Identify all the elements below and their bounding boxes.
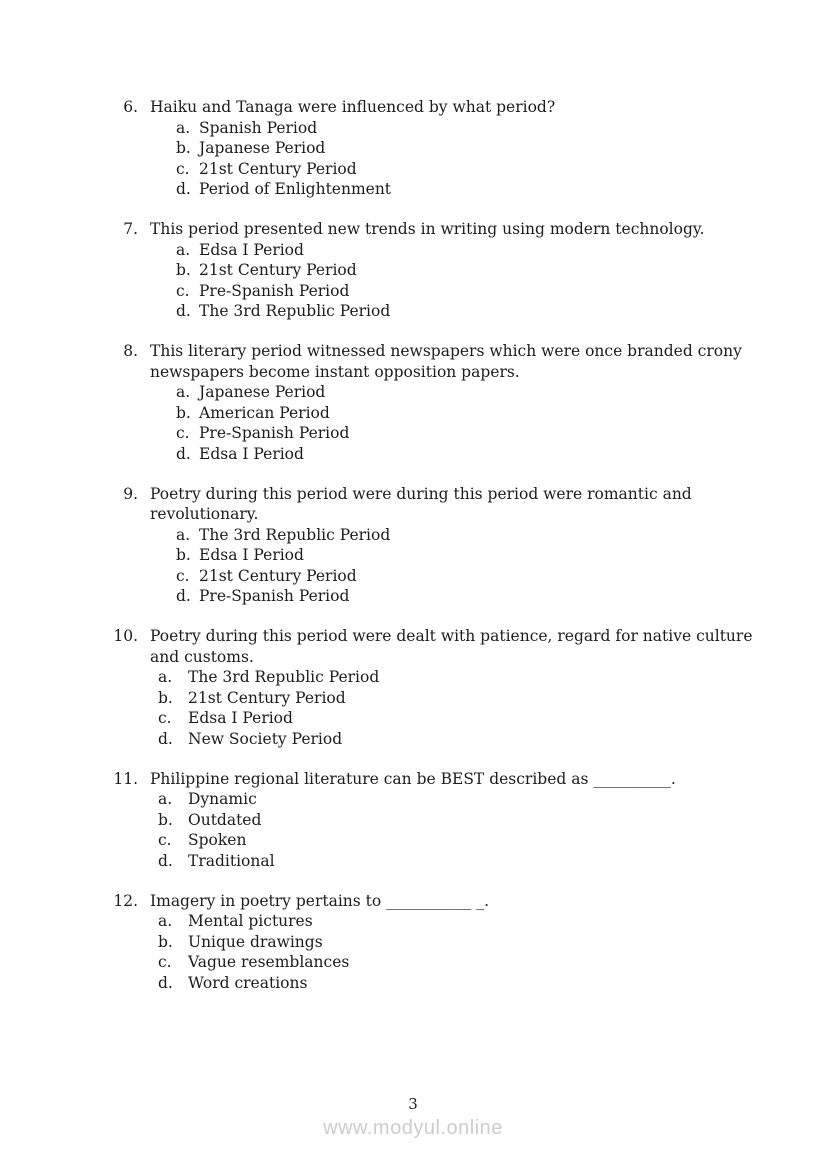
option-text: Edsa I Period [199,444,304,463]
option-letter: d. [158,973,173,992]
option-a [158,789,826,810]
option-text: Pre-Spanish Period [199,281,350,300]
option-letter: d. [176,444,191,463]
option-letter: d. [158,730,173,749]
question-body [150,626,826,750]
question-text-line2: revolutionary. [150,505,259,524]
page-number: 3 [408,1095,418,1113]
options-list [150,382,826,464]
question-text: Poetry during this period were during this period were romantic and [150,484,692,503]
option-b [158,810,826,831]
option-letter: a. [176,240,191,259]
option-letter: a. [158,790,173,809]
option-text: Word creations [188,973,308,992]
option-text: Mental pictures [188,912,313,931]
option-b [176,545,826,566]
option-text: Japanese Period [199,383,326,402]
option-d [158,729,826,750]
option-letter: b. [176,546,191,565]
option-text: Unique drawings [188,932,323,951]
question-12 [0,891,826,994]
question-body [150,219,826,322]
option-text: Period of Enlightenment [199,180,392,199]
option-letter: a. [158,668,173,687]
option-b [158,932,826,953]
question-6 [0,97,826,200]
question-body [150,891,826,994]
option-c [176,566,826,587]
option-text: The 3rd Republic Period [188,668,380,687]
option-text: Pre-Spanish Period [199,587,350,606]
question-number: 6. [123,98,138,116]
question-body [150,97,826,200]
option-letter: d. [176,180,191,199]
option-letter: c. [158,953,172,972]
option-letter: c. [158,709,172,728]
options-list [150,240,826,322]
option-a [176,240,826,261]
option-c [158,830,826,851]
question-9 [0,484,826,608]
option-text: New Society Period [188,730,343,749]
option-text: Pre-Spanish Period [199,424,350,443]
question-text: This period presented new trends in writing using modern technology. [150,219,705,238]
question-text-line2: newspapers become instant opposition papers. [150,362,520,381]
question-body [150,484,826,608]
question-body [150,341,826,465]
option-b [176,138,826,159]
option-letter: c. [158,831,172,850]
option-b [158,688,826,709]
option-a [158,667,826,688]
option-text: Spanish Period [199,118,318,137]
question-11 [0,769,826,872]
option-text: Edsa I Period [199,240,304,259]
option-d [176,301,826,322]
option-text: American Period [199,403,330,422]
option-letter: c. [176,566,190,585]
option-text: Edsa I Period [199,546,304,565]
option-letter: c. [176,159,190,178]
option-letter: a. [176,525,191,544]
watermark-url: www.modyul.online [323,1117,503,1139]
options-list [150,911,826,993]
option-text: Outdated [188,810,262,829]
option-c [176,423,826,444]
option-c [176,281,826,302]
option-letter: b. [176,403,191,422]
question-number: 10. [113,627,138,646]
option-d [176,179,826,200]
option-letter: b. [158,810,173,829]
question-text: This literary period witnessed newspapers which were once branded crony [150,341,742,360]
option-letter: b. [176,261,191,280]
option-letter: d. [176,587,191,606]
option-letter: b. [158,932,173,951]
option-text: Vague resemblances [188,953,350,972]
options-list [150,789,826,871]
option-text: Spoken [188,831,247,850]
option-text: The 3rd Republic Period [199,302,391,321]
question-number: 7. [123,219,138,238]
option-letter: b. [158,688,173,707]
question-10 [0,626,826,750]
option-c [176,159,826,180]
option-a [176,118,826,139]
options-list [150,525,826,607]
option-text: Japanese Period [199,139,326,158]
option-text: Traditional [188,852,275,870]
option-c [158,708,826,729]
question-number: 8. [123,341,138,360]
option-c [158,952,826,973]
option-text: 21st Century Period [199,566,357,585]
option-text: 21st Century Period [199,261,357,280]
question-text: Haiku and Tanaga were influenced by what period? [150,98,556,116]
quiz-content [0,97,826,1013]
option-text: 21st Century Period [199,159,357,178]
question-8 [0,341,826,465]
option-b [176,260,826,281]
option-b [176,403,826,424]
question-body [150,769,826,872]
option-letter: a. [158,912,173,931]
option-a [176,382,826,403]
option-text: Dynamic [188,790,257,809]
question-text-line2: and customs. [150,647,254,666]
option-letter: c. [176,281,190,300]
option-d [158,973,826,994]
question-number: 9. [123,484,138,503]
option-text: Edsa I Period [188,709,293,728]
option-letter: c. [176,424,190,443]
option-text: 21st Century Period [188,688,346,707]
question-number: 11. [113,769,138,788]
option-d [158,851,826,872]
question-text: Poetry during this period were dealt with patience, regard for native culture [150,627,753,646]
question-text: Philippine regional literature can be BEST described as __________. [150,769,676,788]
question-number: 12. [113,891,138,910]
option-a [176,525,826,546]
option-letter: b. [176,139,191,158]
option-d [176,444,826,465]
option-letter: a. [176,118,191,137]
question-7 [0,219,826,322]
option-letter: d. [158,852,173,870]
option-letter: d. [176,302,191,321]
option-text: The 3rd Republic Period [199,525,391,544]
options-list [150,118,826,200]
question-text: Imagery in poetry pertains to ___________ _. [150,891,490,910]
option-letter: a. [176,383,191,402]
option-a [158,911,826,932]
options-list [150,667,826,749]
option-d [176,586,826,607]
